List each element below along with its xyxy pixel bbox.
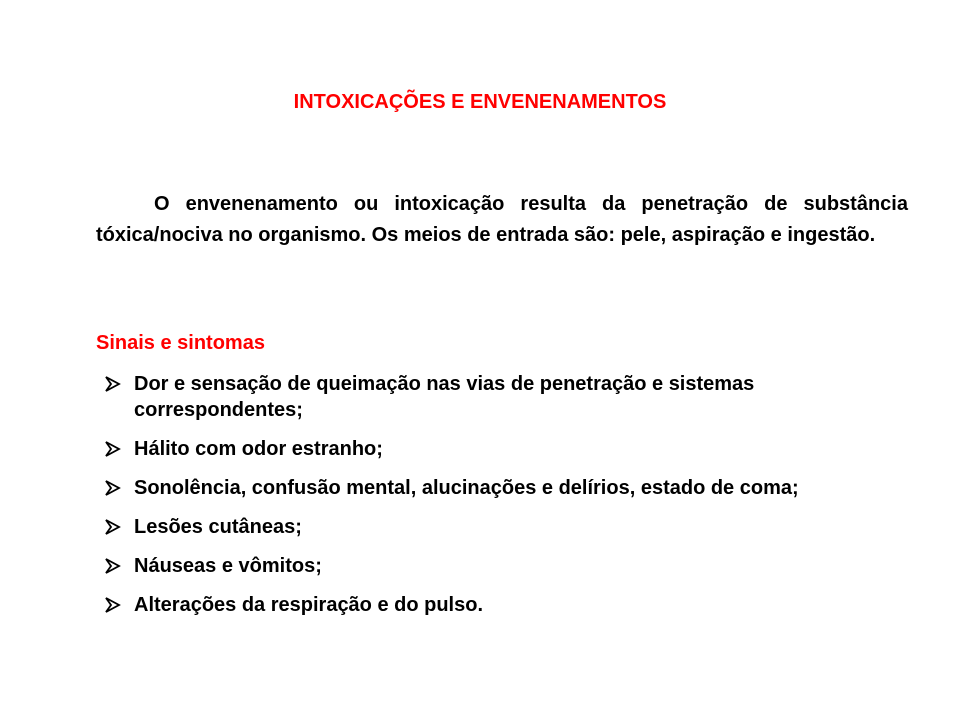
list-item — [104, 436, 914, 462]
section-heading: Sinais e sintomas — [96, 332, 265, 354]
list-item — [104, 514, 914, 540]
list-item — [104, 371, 914, 423]
list-item-text: Sonolência, confusão mental, alucinações e delírios, estado de coma; — [134, 477, 799, 499]
arrowhead-bullet-icon — [104, 376, 122, 392]
list-item — [104, 553, 914, 579]
list-item-text: Alterações da respiração e do pulso. — [134, 594, 484, 616]
list-item-text: Náuseas e vômitos; — [134, 555, 322, 577]
slide-title: INTOXICAÇÕES E ENVENENAMENTOS — [293, 91, 667, 113]
list-item — [104, 475, 914, 501]
symptom-list — [104, 371, 914, 618]
intro-paragraph: O envenenamento ou intoxicação resulta da penetração de substância tóxica/nociva no organismo. Os meios de entrada são: pele, aspiração e ingestão. — [96, 193, 908, 246]
arrowhead-bullet-icon — [104, 519, 122, 535]
arrowhead-bullet-icon — [104, 441, 122, 457]
arrowhead-bullet-icon — [104, 480, 122, 496]
list-item — [104, 592, 914, 618]
list-item-text: Dor e sensação de queimação nas vias de penetração e sistemas correspondentes; — [134, 373, 755, 421]
arrowhead-bullet-icon — [104, 558, 122, 574]
arrowhead-bullet-icon — [104, 597, 122, 613]
list-item-text: Hálito com odor estranho; — [134, 438, 383, 460]
list-item-text: Lesões cutâneas; — [134, 516, 302, 538]
